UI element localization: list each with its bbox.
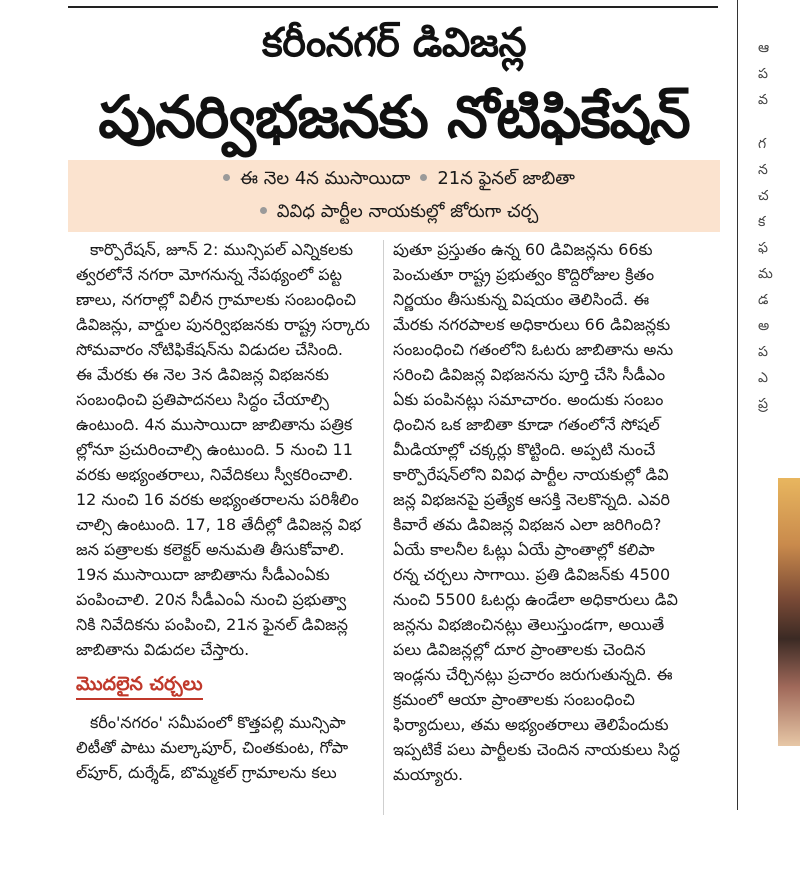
text-line: త్వరలోనే నగరా మోగనున్న నేపథ్యంలో పట్ట [76,265,342,284]
text-line: సంబంధించి ప్రతిపాదనలు సిద్ధం చేయాల్సి [76,390,329,409]
edge-glyph: క [758,214,766,230]
text-line: రన్న చర్చలు సాగాయి. ప్రతి డివిజన్‌కు 4500 [393,565,671,584]
highlight-item: 21న ఫైనల్ జాబితా [437,168,575,189]
text-line: ఏకు పంపినట్లు సమాచారం. అందుకు సంబం [393,390,664,409]
text-line: నికి నివేదికను పంపించి, 21న ఫైనల్ డివిజన్ల [76,615,349,634]
article-column-2 [393,237,693,787]
text-line: నిర్ణయం తీసుకున్న విషయం తెలిసిందే. ఈ [393,290,650,309]
article-paragraph [76,237,372,662]
edge-glyph: ప [758,66,768,82]
text-line: పుతూ ప్రస్తుతం ఉన్న 60 డివిజన్లను 66కు [393,240,653,259]
highlights-box [68,160,720,232]
text-line: సరించి డివిజన్ల విభజనను పూర్తి చేసి సీడీఎం [393,365,666,384]
text-line: ఏయే కాలనీల ఓట్లు ఏయే ప్రాంతాల్లో కలిపా [393,540,655,559]
edge-glyph: న [758,162,768,178]
text-line: వరకు అభ్యంతరాలు, నివేదికలు స్వీకరించాలి. [76,465,354,484]
text-line: క్రమంలో ఆయా ప్రాంతాలకు సంబంధించి [393,690,635,709]
top-rule [68,6,718,8]
edge-glyph: అ [758,318,770,334]
column-divider [383,240,384,815]
edge-glyph: ఆ [758,40,770,56]
text-line: లిటీతో పాటు మల్కాపూర్, చింతకుంట, గోపా [76,738,349,757]
edge-glyph: గ [758,136,767,152]
column-border [737,0,738,810]
text-line: డివిజన్లు, వార్డుల పునర్విభజనకు రాష్ట్ర సర్కారు [76,315,370,334]
text-line: ఉంటుంది. 4న ముసాయిదా జాబితాను పత్రిక [76,415,353,434]
text-line: కార్పొరేషన్, జూన్ 2: మున్సిపల్ ఎన్నికలకు [90,240,354,259]
text-line: జన్లను విభజించినట్లు తెలుస్తుండగా, అయితే [393,615,665,634]
text-line: ల్‌పూర్, దుర్శేడ్, బొమ్మకల్ గ్రామాలను కలు [76,763,337,782]
edge-glyph: డ [758,292,769,308]
text-line: ధించిన ఒక జాబితా కూడా గతంలోనే సోషల్ [393,415,660,434]
article-column-1 [76,237,372,785]
text-line: 12 నుంచి 16 వరకు అభ్యంతరాలను పరిశీలిం [76,490,359,509]
bullet-icon [260,207,267,214]
text-line: పెంచుతూ రాష్ట్ర ప్రభుత్వం కొద్దిరోజుల క్రితం [393,265,655,284]
text-line: 19న ముసాయిదా జాబితాను సీడీఎంఏకు [76,565,330,584]
text-line: మేరకు నగరపాలక అధికారులు 66 డివిజన్లకు [393,315,671,334]
text-line: జన్ల విభజనపై ప్రత్యేక ఆసక్తి నెలకొన్నది. ఎవరి [393,490,670,509]
text-line: ఫిర్యాదులు, తమ అభ్యంతరాలు తెలిపేందుకు [393,715,669,734]
edge-glyph: ఫ [758,240,768,256]
text-line: ఈ మేరకు ఈ నెల 3న డివిజన్ల విభజనకు [76,365,329,384]
edge-glyph: ప్ర [758,396,768,412]
text-line: జన పత్రాలకు కలెక్టర్ అనుమతి తీసుకోవాలి. [76,540,345,559]
highlight-row [68,198,720,226]
bullet-icon [420,174,427,181]
text-line: జాబితాను విడుదల చేస్తారు. [76,640,250,659]
text-line: నుంచి 5500 ఓటర్లు ఉండేలా అధికారులు డివి [393,590,678,609]
highlight-item: వివిధ పార్టీల నాయకుల్లో జోరుగా చర్చ [276,201,539,222]
text-line: కరీం'నగరం' సమీపంలో కొత్తపల్లి మున్సిపా [90,713,346,732]
text-line: సంబంధించి గతంలోని ఓటరు జాబితాను అను [393,340,674,359]
highlight-row [68,165,720,193]
cropped-photo [778,478,800,746]
kicker-headline: కరీంనగర్ డివిజన్ల [261,20,527,66]
edge-glyph: వ [758,92,768,108]
bullet-icon [223,174,230,181]
text-line: కార్పొరేషన్‌లోని వివిధ పార్టీల నాయకుల్లో డివి [393,465,669,484]
main-headline: పునర్విభజనకు నోటిఫికేషన్ [98,83,690,151]
section-subheading: మొదలైన చర్చలు [76,670,203,700]
highlight-item: ఈ నెల 4న ముసాయిదా [240,168,411,189]
text-line: కివారే తమ డివిజన్ల విభజన ఎలా జరిగింది? [393,515,662,534]
text-line: పంపించాలి. 20న సీడీఎంఏ నుంచి ప్రభుత్వా [76,590,347,609]
edge-glyph: మ [758,266,773,282]
text-line: ఇండ్లను చేర్చినట్లు ప్రచారం జరుగుతున్నది. ఈ [393,665,673,684]
text-line: మయ్యారు. [393,765,464,784]
text-line: సోమవారం నోటిఫికేషన్‌ను విడుదల చేసింది. [76,340,343,359]
adjacent-column-edge [742,40,800,420]
text-line: ల్లోనూ ప్రచురించాల్సి ఉంటుంది. 5 నుంచి 11 [76,440,353,459]
edge-glyph: ప [758,344,768,360]
text-line: ణాలు, నగరాల్లో విలీన గ్రామాలకు సంబంధించి [76,290,356,309]
article-paragraph [76,710,372,785]
text-line: మీడియాల్లో చక్కర్లు కొట్టింది. అప్పటి నుంచే [393,440,656,459]
edge-glyph: ఎ [758,370,768,386]
text-line: చాల్సి ఉంటుంది. 17, 18 తేదీల్లో డివిజన్ల విభ [76,515,362,534]
text-line: పలు డివిజన్లల్లో దూర ప్రాంతాలకు చెందిన [393,640,646,659]
edge-glyph: చ [758,188,769,204]
text-line: ఇప్పటికే పలు పార్టీలకు చెందిన నాయకులు సిద్ధ [393,740,681,759]
